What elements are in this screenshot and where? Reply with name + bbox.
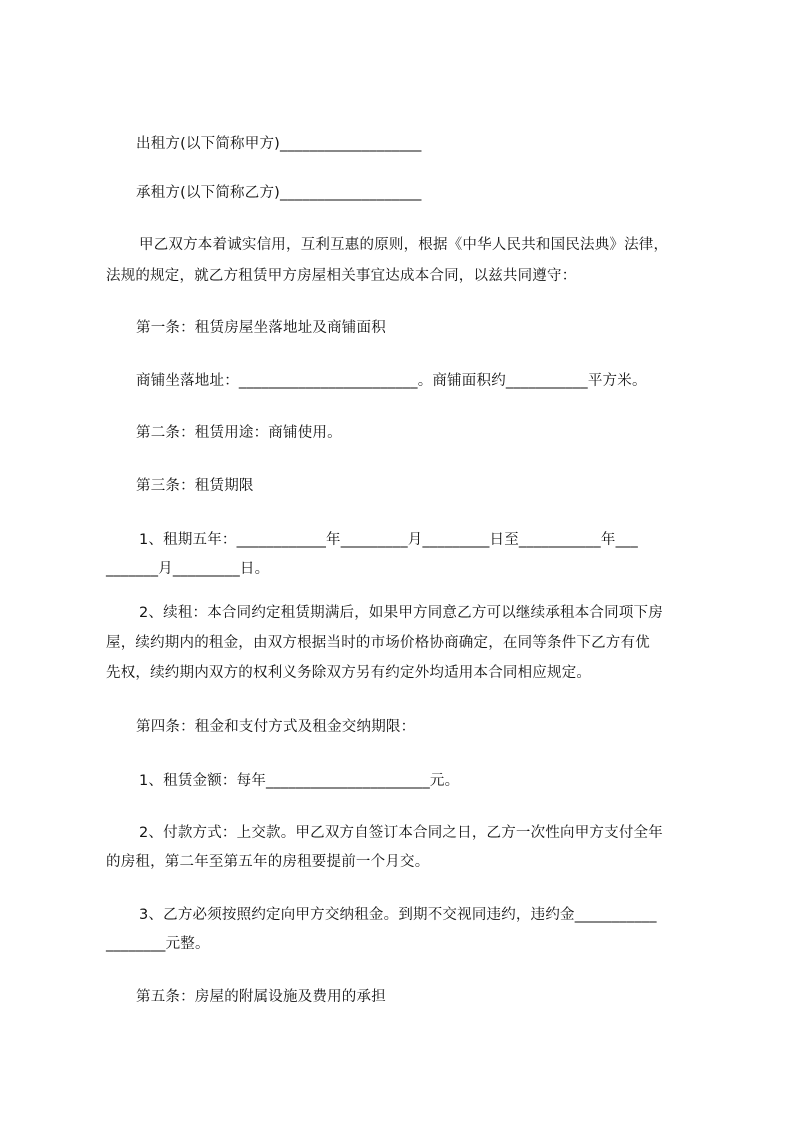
article-4-payment-line-2: 的房租，第二年至第五年的房租要提前一个月交。 [106, 854, 430, 870]
article-3-renewal-line-1: 2、续租：本合同约定租赁期满后，如果甲方同意乙方可以继续承租本合同项下房 [139, 605, 663, 621]
article-4-late-line-1: 3、乙方必须按照约定向甲方交纳租金。到期不交视同违约，违约金___________ [139, 907, 657, 923]
article-5-title: 第五条：房屋的附属设施及费用的承担 [136, 989, 386, 1005]
article-4-late-line-2: ________元整。 [106, 936, 210, 952]
article-1-address: 商铺坐落地址：________________________。商铺面积约___________平方米。 [136, 373, 647, 389]
article-4-amount: 1、租赁金额：每年______________________元。 [139, 773, 460, 789]
article-2-title: 第二条：租赁用途：商铺使用。 [136, 425, 342, 441]
article-4-title: 第四条：租金和支付方式及租金交纳期限： [136, 719, 416, 735]
intro-paragraph-line-1: 甲乙双方本着诚实信用，互利互惠的原则，根据《中华人民共和国民法典》法律， [139, 237, 669, 253]
article-3-renewal-line-2: 屋，续约期内的租金，由双方根据当时的市场价格协商确定，在同等条件下乙方有优 [106, 635, 650, 651]
article-3-renewal-line-3: 先权，续约期内双方的权利义务除双方另有约定外均适用本合同相应规定。 [106, 665, 592, 681]
article-4-payment-line-1: 2、付款方式：上交款。甲乙双方自签订本合同之日，乙方一次性向甲方支付全年 [139, 825, 663, 841]
article-3-term-line-1: 1、租期五年：____________年_________月_________日至___________年___ [139, 532, 638, 548]
article-3-term-line-2: _______月_________日。 [106, 561, 270, 577]
article-3-title: 第三条：租赁期限 [136, 478, 254, 494]
intro-paragraph-line-2: 法规的规定，就乙方租赁甲方房屋相关事宜达成本合同，以兹共同遵守： [106, 268, 577, 284]
lessor-line: 出租方(以下简称甲方)___________________ [136, 136, 422, 152]
article-1-title: 第一条：租赁房屋坐落地址及商铺面积 [136, 320, 386, 336]
lessee-line: 承租方(以下简称乙方)___________________ [136, 185, 422, 201]
